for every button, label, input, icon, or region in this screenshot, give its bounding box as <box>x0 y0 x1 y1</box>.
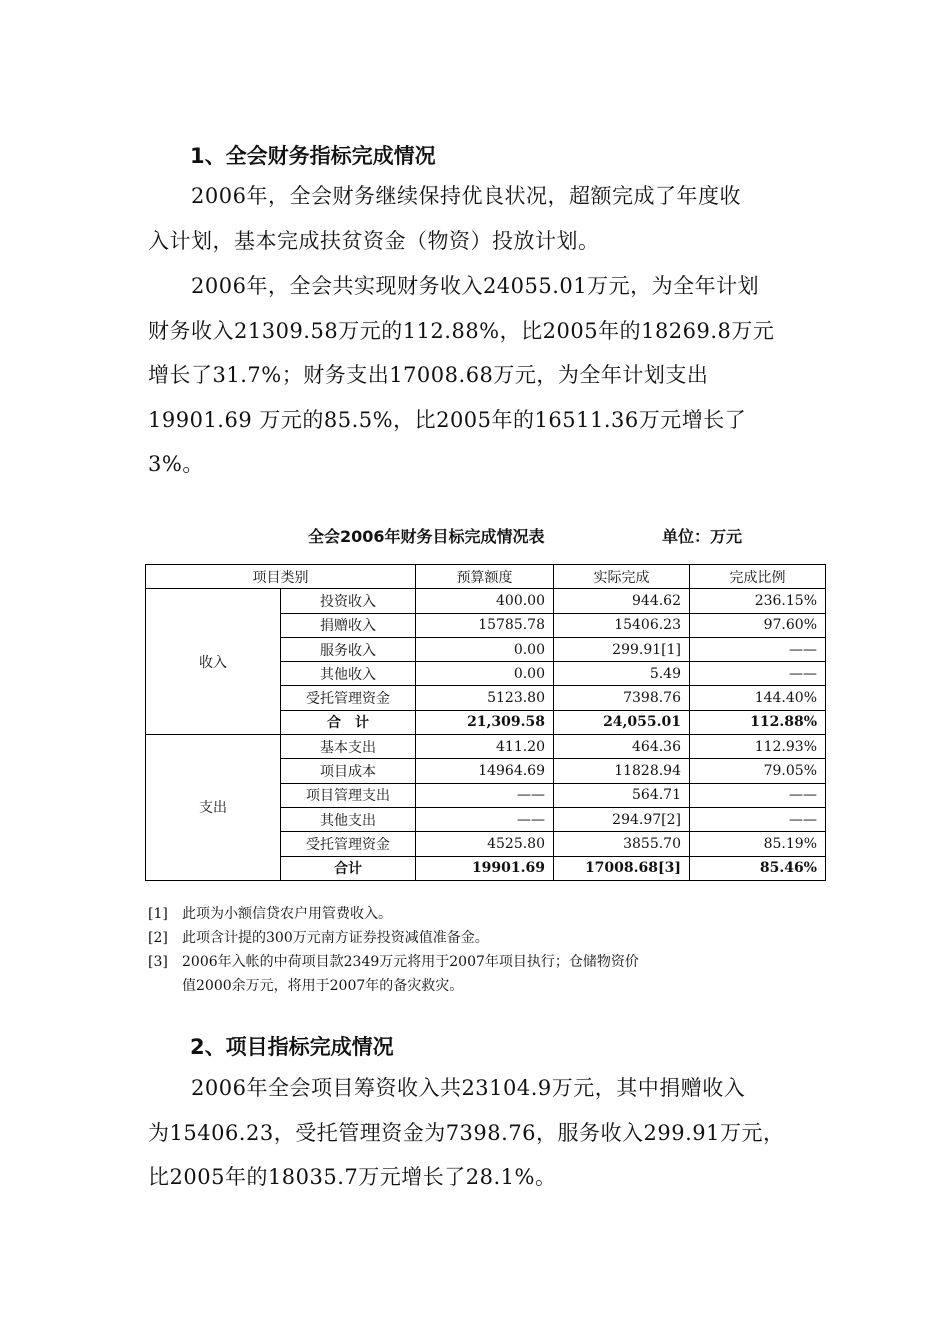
paragraph-line: 2006年，全会共实现财务收入24055.01万元，为全年计划 <box>191 274 760 298</box>
footnote-text: 2006年入帐的中荷项目款2349万元将用于2007年项目执行；仓储物资价 <box>182 954 639 970</box>
table-header-row <box>146 565 826 589</box>
row-actual: 5.49 <box>554 662 690 686</box>
row-actual: 15406.23 <box>554 613 690 637</box>
row-item: 其他收入 <box>281 662 416 686</box>
row-item: 项目成本 <box>281 759 416 783</box>
footnotes <box>148 902 828 998</box>
header-actual: 实际完成 <box>554 565 690 589</box>
section1-paragraph-1 <box>148 174 813 263</box>
group-income: 收入 <box>146 589 281 735</box>
row-item: 受托管理资金 <box>281 832 416 856</box>
total-label: 合 计 <box>281 710 416 734</box>
total-ratio: 112.88% <box>690 710 826 734</box>
row-actual: 299.91[1] <box>554 637 690 661</box>
row-budget: 411.20 <box>416 735 554 759</box>
row-ratio: 112.93% <box>690 735 826 759</box>
row-item: 服务收入 <box>281 637 416 661</box>
row-actual: 944.62 <box>554 589 690 613</box>
row-item: 投资收入 <box>281 589 416 613</box>
row-actual: 11828.94 <box>554 759 690 783</box>
row-item: 受托管理资金 <box>281 686 416 710</box>
row-ratio: —— <box>690 807 826 831</box>
row-actual: 294.97[2] <box>554 807 690 831</box>
footnote-mark: [1] <box>148 906 168 922</box>
footnote-mark: [3] <box>148 954 168 970</box>
row-budget: —— <box>416 807 554 831</box>
row-actual: 3855.70 <box>554 832 690 856</box>
finance-table <box>145 564 826 881</box>
paragraph-line: 比2005年的18035.7万元增长了28.1%。 <box>148 1165 557 1190</box>
row-ratio: —— <box>690 783 826 807</box>
row-budget: 5123.80 <box>416 686 554 710</box>
footnote <box>148 902 828 926</box>
section1-paragraph-2 <box>148 264 813 487</box>
total-budget: 21,309.58 <box>416 710 554 734</box>
row-ratio: —— <box>690 662 826 686</box>
row-item: 基本支出 <box>281 735 416 759</box>
total-actual: 24,055.01 <box>554 710 690 734</box>
total-ratio: 85.46% <box>690 856 826 880</box>
paragraph-line: 3%。 <box>148 452 204 477</box>
section2-heading: 2、项目指标完成情况 <box>190 1035 394 1059</box>
table-title: 全会2006年财务目标完成情况表 <box>308 527 545 546</box>
row-ratio: 144.40% <box>690 686 826 710</box>
row-ratio: 79.05% <box>690 759 826 783</box>
row-item: 捐赠收入 <box>281 613 416 637</box>
row-ratio: 97.60% <box>690 613 826 637</box>
total-budget: 19901.69 <box>416 856 554 880</box>
section2-paragraph <box>148 1066 813 1200</box>
paragraph-line: 财务收入21309.58万元的112.88%，比2005年的18269.8万元 <box>148 318 775 343</box>
footnote-mark: [2] <box>148 930 168 946</box>
row-ratio: 236.15% <box>690 589 826 613</box>
row-actual: 7398.76 <box>554 686 690 710</box>
row-actual: 464.36 <box>554 735 690 759</box>
row-budget: 0.00 <box>416 637 554 661</box>
header-budget: 预算额度 <box>416 565 554 589</box>
row-ratio: —— <box>690 637 826 661</box>
group-expense: 支出 <box>146 735 281 881</box>
row-budget: 4525.80 <box>416 832 554 856</box>
header-ratio: 完成比例 <box>690 565 826 589</box>
table-row <box>146 735 826 759</box>
paragraph-line: 2006年，全会财务继续保持优良状况，超额完成了年度收 <box>191 184 741 208</box>
footnote <box>148 950 828 998</box>
row-budget: 400.00 <box>416 589 554 613</box>
paragraph-line: 2006年全会项目筹资收入共23104.9万元，其中捐赠收入 <box>191 1076 746 1100</box>
row-actual: 564.71 <box>554 783 690 807</box>
row-ratio: 85.19% <box>690 832 826 856</box>
row-budget: 0.00 <box>416 662 554 686</box>
footnote-text: 此项含计提的300万元南方证券投资减值准备金。 <box>182 930 489 946</box>
table-row <box>146 589 826 613</box>
row-budget: —— <box>416 783 554 807</box>
row-item: 其他支出 <box>281 807 416 831</box>
section1-heading: 1、全会财务指标完成情况 <box>190 144 436 168</box>
total-label: 合计 <box>281 856 416 880</box>
footnote-text: 值2000余万元，将用于2007年的备灾救灾。 <box>182 978 464 994</box>
footnote <box>148 926 828 950</box>
header-category: 项目类别 <box>146 565 416 589</box>
row-budget: 15785.78 <box>416 613 554 637</box>
paragraph-line: 为15406.23，受托管理资金为7398.76，服务收入299.91万元， <box>148 1120 785 1145</box>
paragraph-line: 入计划，基本完成扶贫资金（物资）投放计划。 <box>148 228 600 253</box>
footnote-text: 此项为小额信贷农户用管费收入。 <box>182 906 392 922</box>
total-actual: 17008.68[3] <box>554 856 690 880</box>
row-item: 项目管理支出 <box>281 783 416 807</box>
table-unit: 单位：万元 <box>662 527 743 546</box>
paragraph-line: 增长了31.7%；财务支出17008.68万元，为全年计划支出 <box>148 363 709 388</box>
paragraph-line: 19901.69 万元的85.5%，比2005年的16511.36万元增长了 <box>148 407 747 432</box>
row-budget: 14964.69 <box>416 759 554 783</box>
